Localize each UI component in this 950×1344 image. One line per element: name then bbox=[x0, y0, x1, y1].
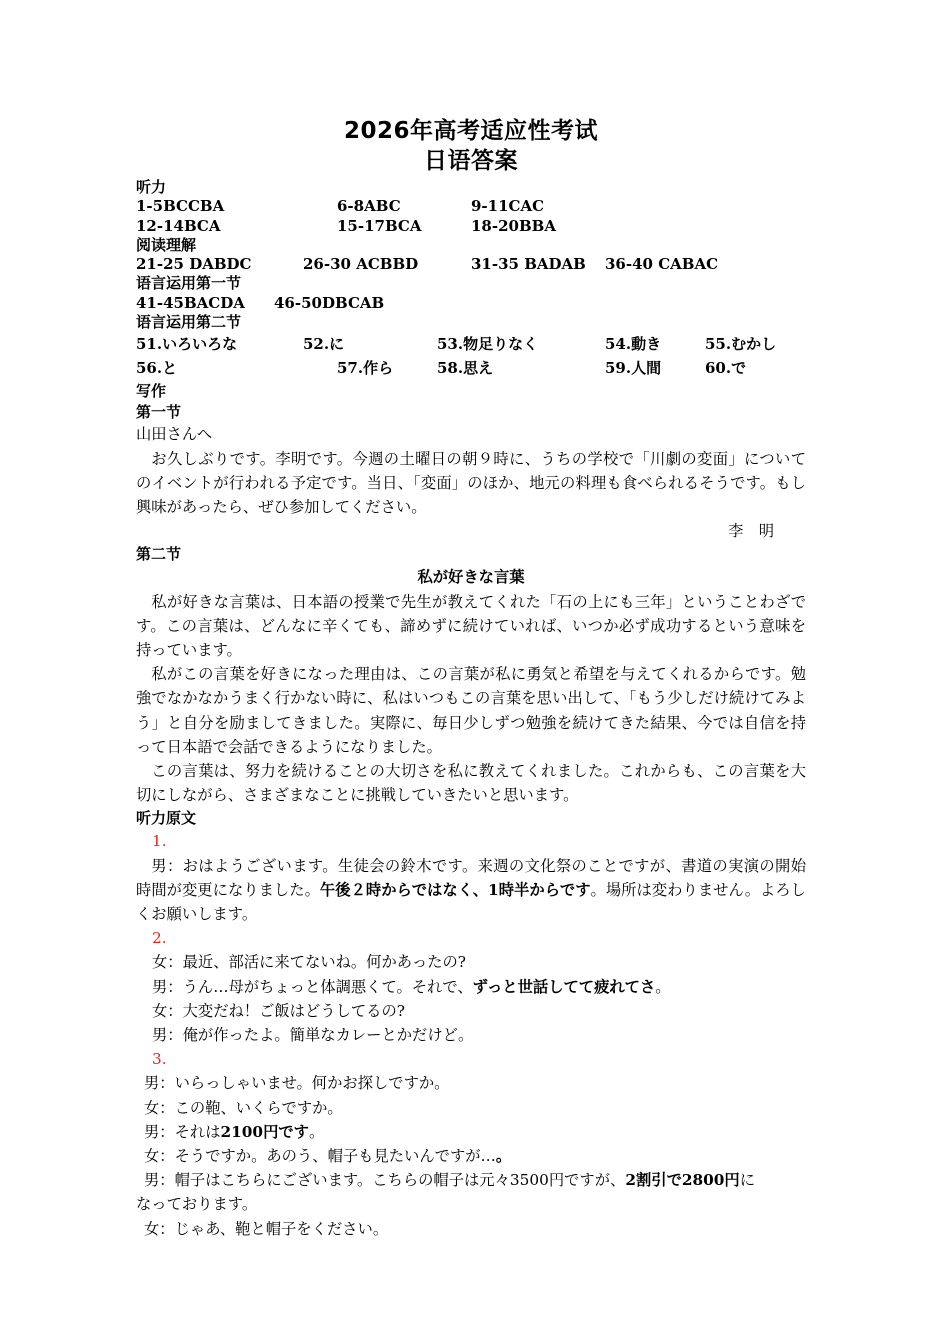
dialogue-line: 男：俺が作ったよ。簡単なカレーとかだけど。 bbox=[152, 1026, 474, 1045]
answer-group: 36-40 CABAC bbox=[605, 255, 719, 274]
essay-paragraph: 私が好きな言葉は、日本語の授業で先生が教えてくれた「石の上にも三年」ということわざです。この言葉は、どんなに辛くても、諦めずに続けていれば、いつか必ず成功するという意味を持っています。 bbox=[136, 592, 806, 659]
dialogue-line: 男：うん…母がちょっと体調悪くて。それで、ずっと世話してて疲れてさ。 bbox=[152, 977, 671, 996]
letter-salutation: 山田さんへ bbox=[136, 425, 213, 444]
essay-paragraph: この言葉は、努力を続けることの大切さを私に教えてくれました。これからも、この言葉を大切にしながら、さまざまなことに挑戦していきたいと思います。 bbox=[136, 762, 806, 805]
key-phrase: 2100円です bbox=[220, 1122, 309, 1141]
listening-row-1 bbox=[136, 197, 806, 216]
letter-body: お久しぶりです。李明です。今週の土曜日の朝９時に、うちの学校で「川劇の変面」についてのイベントが行われる予定です。当日、「変面」のほか、地元の料理も食べられるそうです。もし興味があったら、ぜひ参加してください。 bbox=[136, 449, 806, 516]
listening-row-2 bbox=[136, 217, 806, 236]
dialogue-line: 女：そうですか。あのう、帽子も見たいんですが…。 bbox=[144, 1147, 512, 1166]
answer-group: 21-25 DABDC bbox=[136, 255, 252, 274]
dialogue-line: 女：最近、部活に来てないね。何かあったの? bbox=[152, 953, 466, 972]
answer-item: 60.で bbox=[705, 359, 747, 378]
question-number: 3. bbox=[152, 1050, 167, 1069]
writing-sec2-heading: 第二节 bbox=[136, 545, 182, 564]
answer-item: 59.人間 bbox=[605, 359, 662, 378]
answer-group: 12-14BCA bbox=[136, 216, 221, 235]
doc-title: 2026年高考适应性考试 bbox=[343, 118, 598, 144]
dialogue-line: 女：大変だね！ご飯はどうしてるの? bbox=[152, 1001, 405, 1020]
usage1-heading: 语言运用第一节 bbox=[136, 274, 242, 293]
answer-item: 51.いろいろな bbox=[136, 335, 238, 354]
dialogue-line: 女：この鞄、いくらですか。 bbox=[144, 1098, 343, 1117]
letter-signature: 李 明 bbox=[728, 522, 774, 541]
answer-group: 9-11CAC bbox=[471, 197, 545, 216]
key-phrase: 午後２時からではなく、1時半からです bbox=[319, 880, 591, 899]
writing-sec1-heading: 第一节 bbox=[136, 403, 182, 422]
dialogue-line: 男：おはようございます。生徒会の鈴木です。来週の文化祭のことですが、書道の実演の開始時間が変更になりました。午後２時からではなく、1時半からです。場所は変わりません。よろしくお願いします。 bbox=[136, 856, 806, 924]
answer-group: 41-45BACDA bbox=[136, 293, 245, 312]
essay-title: 私が好きな言葉 bbox=[417, 568, 525, 587]
answer-group: 31-35 BADAB bbox=[471, 255, 586, 274]
usage2-heading: 语言运用第二节 bbox=[136, 313, 242, 332]
answer-document bbox=[136, 112, 806, 1241]
key-phrase: 2割引で2800円 bbox=[625, 1171, 740, 1190]
dialogue-line: 男：帽子はこちらにございます。こちらの帽子は元々3500円ですが、2割引で2800円に なっております。 bbox=[136, 1171, 756, 1214]
answer-group: 1-5BCCBA bbox=[136, 197, 225, 216]
answer-group: 26-30 ACBBD bbox=[303, 255, 419, 274]
answer-item: 55.むかし bbox=[705, 335, 777, 354]
doc-subtitle: 日语答案 bbox=[424, 148, 518, 174]
answer-item: 58.思え bbox=[437, 359, 494, 378]
reading-heading: 阅读理解 bbox=[136, 235, 197, 254]
answer-group: 18-20BBA bbox=[471, 216, 556, 235]
reading-row bbox=[136, 255, 806, 274]
listening-heading: 听力 bbox=[136, 178, 167, 196]
transcript-heading: 听力原文 bbox=[136, 809, 197, 828]
answer-item: 56.と bbox=[136, 359, 178, 378]
usage1-row bbox=[136, 294, 806, 313]
dialogue-line: 女：じゃあ、鞄と帽子をください。 bbox=[144, 1219, 389, 1238]
answer-group: 46-50DBCAB bbox=[274, 293, 385, 312]
answer-group: 15-17BCA bbox=[337, 216, 422, 235]
writing-heading: 写作 bbox=[136, 382, 167, 401]
question-number: 2. bbox=[152, 929, 167, 948]
key-phrase: ずっと世話してて疲れてさ bbox=[472, 977, 656, 996]
essay-paragraph: 私がこの言葉を好きになった理由は、この言葉が私に勇気と希望を与えてくれるからです。勉強でなかなかうまく行かない時に、私はいつもこの言葉を思い出して、「もう少しだけ続けてみよう」と自分を励ましてきました。実際に、毎日少しずつ勉強を続けてきた結果、今では自信を持って日本語で会話できるようになりました。 bbox=[136, 665, 806, 756]
dialogue-line: 男：それは2100円です。 bbox=[144, 1122, 325, 1141]
answer-item: 54.動き bbox=[605, 335, 662, 354]
answer-item: 57.作ら bbox=[337, 359, 394, 378]
answer-group: 6-8ABC bbox=[337, 197, 401, 216]
answer-item: 53.物足りなく bbox=[437, 335, 539, 354]
question-number: 1. bbox=[152, 832, 167, 851]
usage2-row-1 bbox=[136, 332, 806, 356]
answer-item: 52.に bbox=[303, 335, 345, 354]
dialogue-line: 男：いらっしゃいませ。何かお探しですか。 bbox=[144, 1074, 450, 1093]
usage2-row-2 bbox=[136, 356, 806, 380]
